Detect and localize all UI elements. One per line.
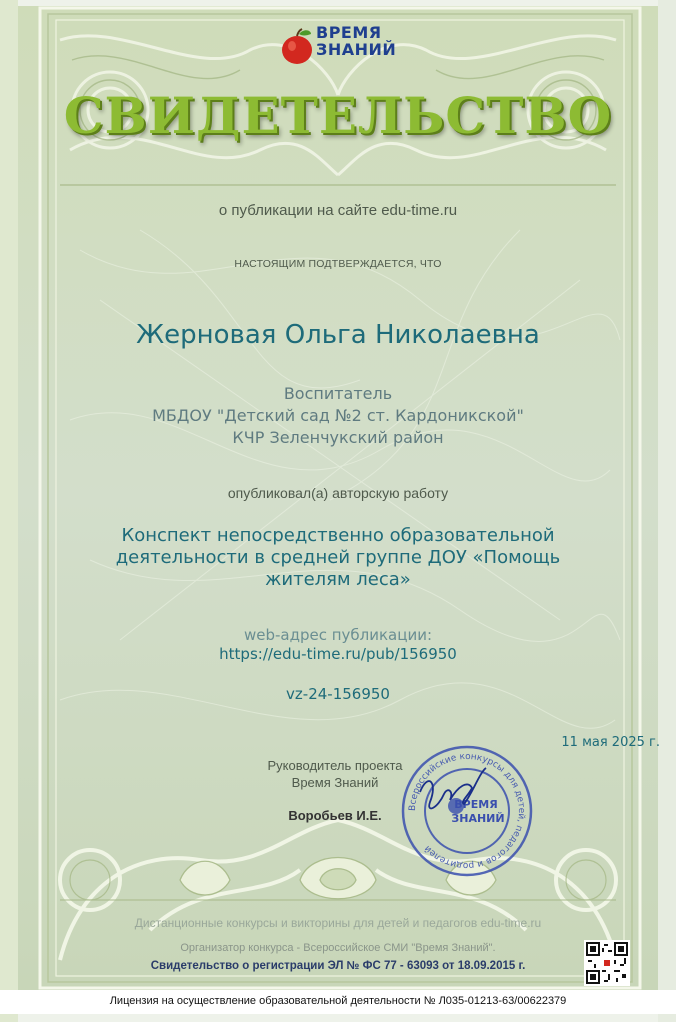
apple-logo-icon — [278, 26, 316, 66]
leader-project: Время Знаний — [291, 775, 379, 790]
work-title — [0, 525, 676, 591]
logo-wordmark — [316, 24, 396, 58]
work-title-line-3: жителям леса» — [265, 569, 411, 590]
published-label: опубликовал(а) авторскую работу — [227, 485, 449, 501]
official-stamp-icon — [398, 742, 536, 880]
footer-organizer: Организатор конкурса - Всероссийское СМИ "Время Знаний". — [180, 942, 496, 954]
work-title-line-1: Конспект непосредственно образовательной — [121, 525, 555, 546]
logo-line-1: ВРЕМЯ — [316, 23, 382, 42]
recipient-organization: МБДОУ "Детский сад №2 ст. Кардоникской" — [152, 406, 524, 425]
registration-code: vz-24-156950 — [286, 685, 390, 703]
stamp-center-line-2: ЗНАНИЙ — [451, 812, 505, 825]
leader-title: Руководитель проекта — [267, 758, 403, 773]
issue-date: 11 мая 2025 г. — [561, 735, 660, 750]
footer-contests: Дистанционные конкурсы и викторины для детей и педагогов edu-time.ru — [134, 916, 542, 930]
footer-registration: Свидетельство о регистрации ЭЛ № ФС 77 - 63093 от 18.09.2015 г. — [150, 960, 526, 972]
web-address-label: web-адрес публикации: — [243, 626, 433, 644]
certificate-title: СВИДЕТЕЛЬСТВО — [63, 86, 613, 145]
project-leader — [250, 757, 420, 791]
signer-name: Воробьев И.Е. — [288, 808, 382, 823]
stamp-ring-text: Всероссийские конкурсы для детей, педагогов и родителей — [407, 751, 527, 871]
logo-line-2: ЗНАНИЙ — [316, 40, 397, 59]
work-title-line-2: деятельности в средней группе ДОУ «Помощь — [115, 547, 561, 568]
recipient-role: Воспитатель — [283, 384, 393, 403]
recipient-name: Жерновая Ольга Николаевна — [136, 320, 540, 350]
web-address-link[interactable]: https://edu-time.ru/pub/156950 — [219, 645, 457, 663]
certificate-subtitle: о публикации на сайте edu-time.ru — [218, 202, 458, 219]
confirmation-text: НАСТОЯЩИМ ПОДТВЕРЖДАЕТСЯ, ЧТО — [234, 258, 442, 270]
recipient-region: КЧР Зеленчукский район — [232, 428, 444, 447]
license-text: Лицензия на осуществление образовательной деятельности № Л035-01213-63/00622379 — [109, 995, 567, 1007]
stamp-center-line-1: ВРЕМЯ — [454, 798, 498, 811]
qr-code-icon[interactable] — [584, 940, 630, 986]
